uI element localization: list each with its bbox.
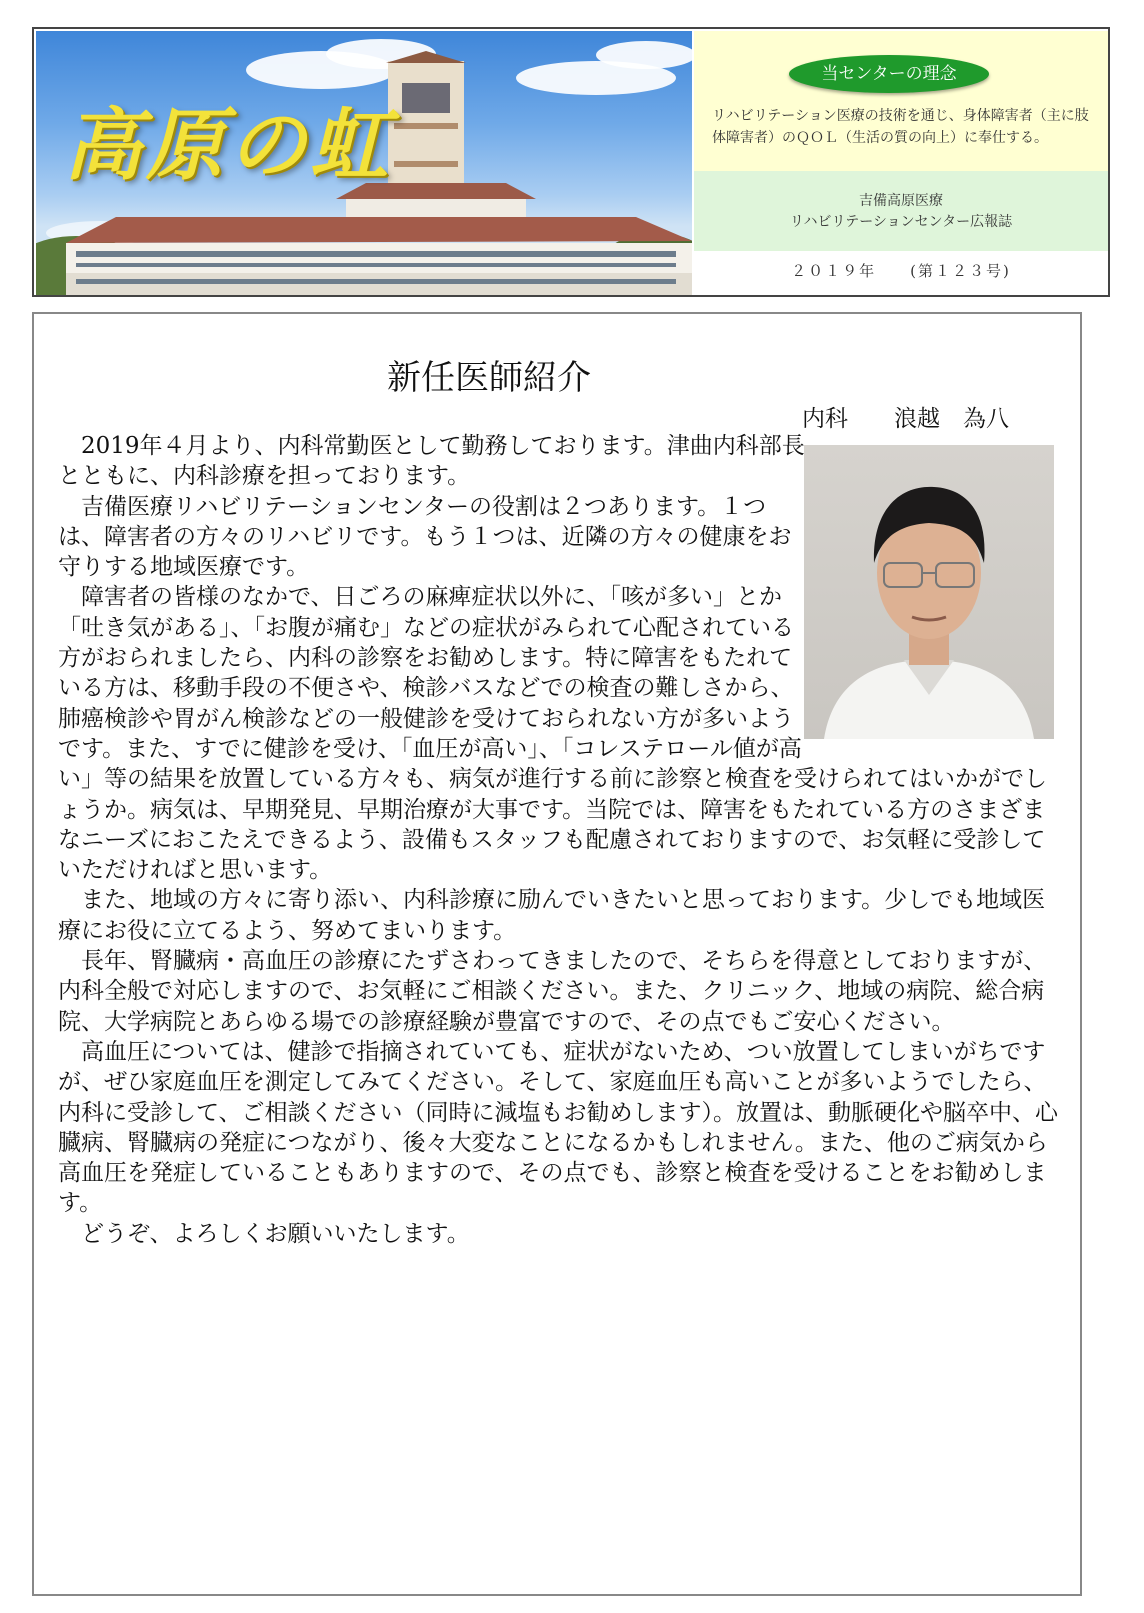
issue-number: ２０１９年 (第１２３号) (791, 262, 1011, 280)
header-info-panel (694, 31, 1108, 295)
newsletter-header (32, 27, 1110, 297)
hospital-building-photo (36, 31, 692, 295)
paragraph: どうぞ、よろしくお願いいたします。 (81, 1220, 470, 1247)
paragraph: 障害者の皆様のなかで、日ごろの麻痺症状以外に、「咳が多い」とか「吐き気がある」、「お腹が痛む」などの症状がみられて心配されている方がおられましたら、内科の診察をお勧めします。特に障害をもたれている方は、移動手段の不便さや、検診バスなどでの検査の難しさから、肺癌検診や胃がん検診などの一般健診を受けておられない方が多いようです。また、すでに健診を受け、「血圧が高い」、「コレステロール値が高い」等の結果を放置している方々も、病気が進行する前に診察と検査を受けられてはいかがでしょうか。病気は、早期発見、早期治療が大事です。当院では、障害をもたれている方のさまざまなニーズにおこたえできるよう、設備もスタッフも配慮されておりますので、お気軽に受診していただければと思います。 (58, 584, 1047, 884)
philosophy-badge: 当センターの理念 (789, 55, 989, 93)
org-line-2: リハビリテーションセンター広報誌 (789, 214, 1013, 230)
paragraph: また、地域の方々に寄り添い、内科診療に励んでいきたいと思っております。少しでも地域医療にお役に立てるよう、努めてまいります。 (58, 887, 1046, 944)
article-body (58, 431, 1068, 1249)
philosophy-text: リハビリテーション医療の技術を通じ、身体障害者（主に肢体障害者）のＱＯＬ（生活の質の向上）に奉仕する。 (712, 108, 1089, 146)
paragraph: 長年、腎臓病・高血圧の診療にたずさわってきましたので、そちらを得意としておりますが、内科全般で対応しますので、お気軽にご相談ください。また、クリニック、地域の病院、総合病院、大学病院とあらゆる場での診療経験が豊富ですので、その点でもご安心ください。 (58, 948, 1047, 1035)
paragraph: 吉備医療リハビリテーションセンターの役割は２つあります。１つは、障害者の方々のリハビリです。もう１つは、近隣の方々の健康をお守りする地域医療です。 (58, 493, 792, 581)
article-box (32, 312, 1082, 1596)
org-line-1: 吉備高原医療 (859, 193, 943, 209)
paragraph: 2019年４月より、内科常勤医として勤務しております。津曲内科部長とともに、内科診療を担っております。 (58, 433, 805, 490)
author-byline: 内科 浪越 為八 (802, 406, 1009, 432)
masthead-title: 高原の虹 (64, 100, 393, 191)
article-title: 新任医師紹介 (387, 358, 591, 398)
organization-name (694, 191, 1108, 233)
paragraph: 高血圧については、健診で指摘されていても、症状がないため、つい放置してしまいがちですが、ぜひ家庭血圧を測定してみてください。そして、家庭血圧も高いことが多いようでしたら、内科に受診して、ご相談ください（同時に減塩もお勧めします）。放置は、動脈硬化や脳卒中、心臓病、腎臓病の発症につながり、後々大変なことになるかもしれません。また、他のご病気から高血圧を発症していることもありますので、その点でも、診察と検査を受けることをお勧めします。 (58, 1038, 1059, 1217)
